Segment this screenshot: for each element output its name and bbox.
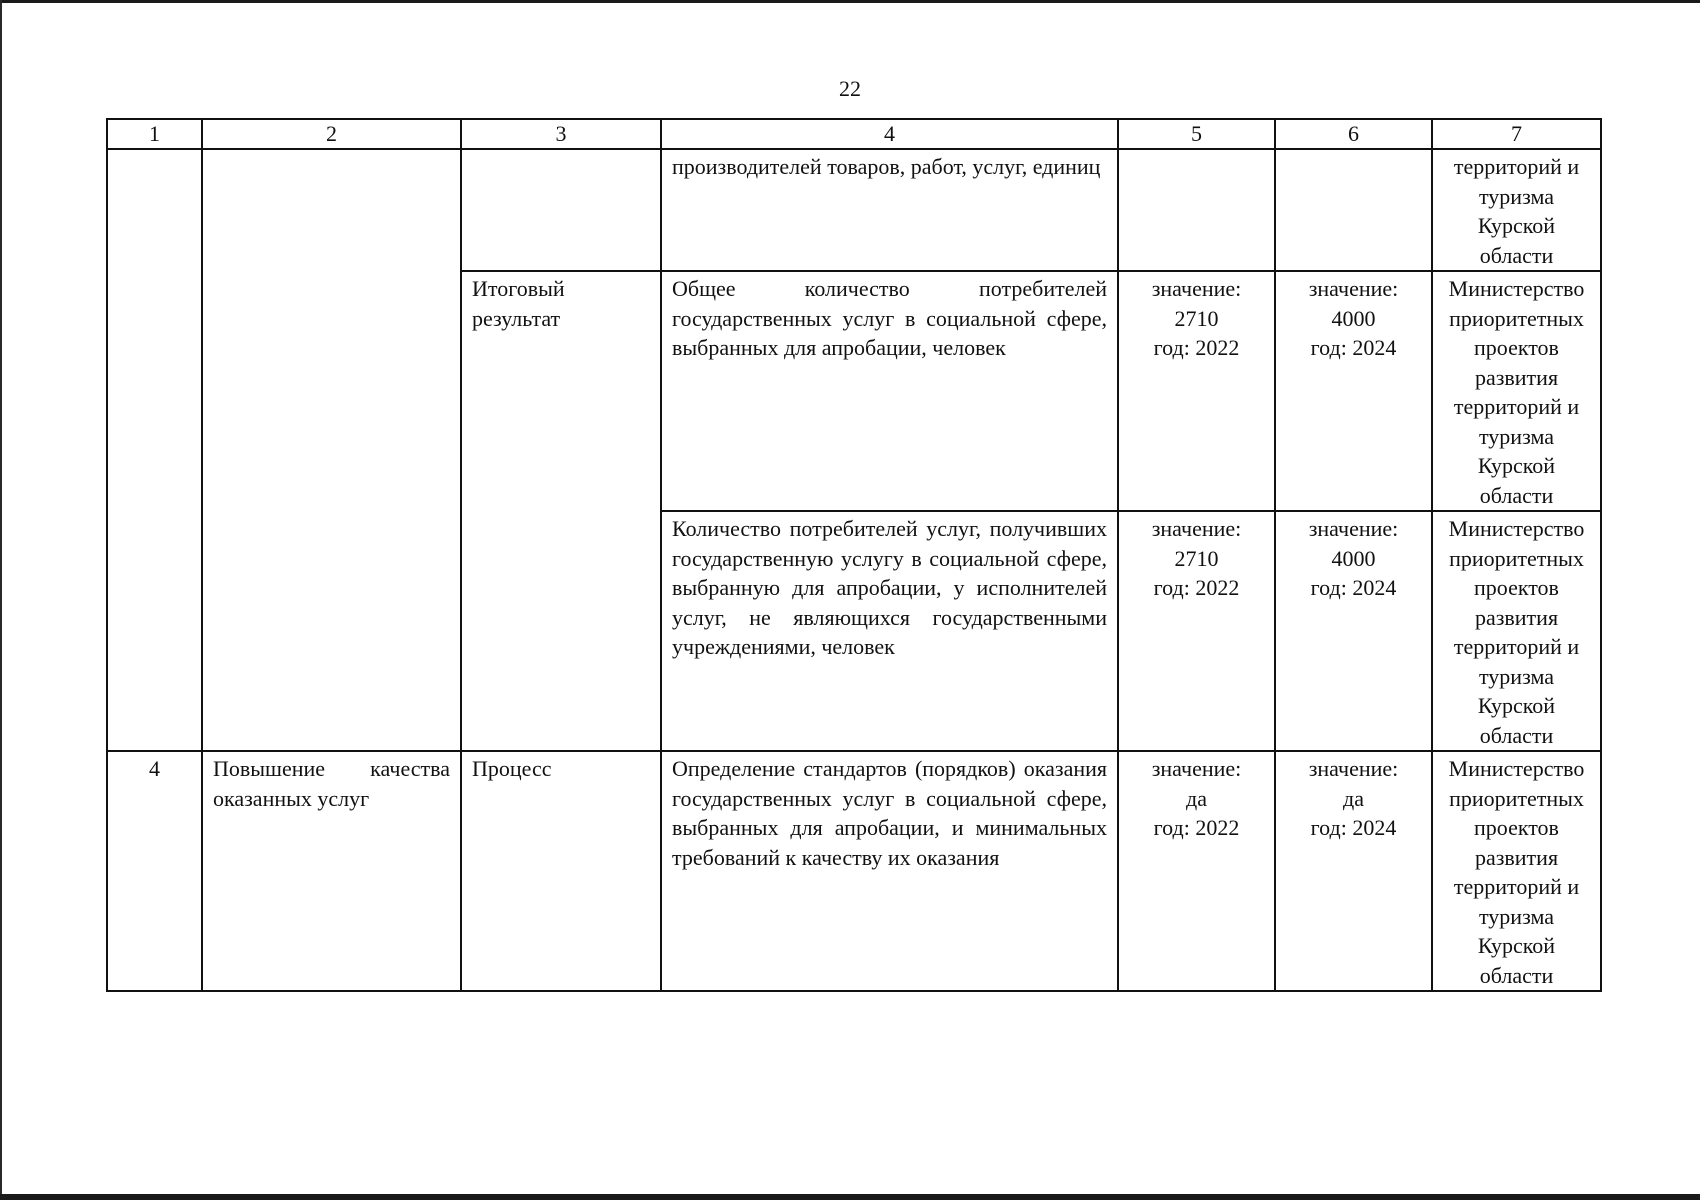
target-value-cell <box>1275 511 1432 751</box>
base-value-number: 2710 <box>1174 305 1219 331</box>
organization-line: развития <box>1474 364 1559 390</box>
organization-line: проектов <box>1474 335 1559 360</box>
table-row <box>107 751 1601 991</box>
type-cell: Итоговый результат <box>461 271 661 751</box>
target-value-label: значение: <box>1308 516 1399 541</box>
base-value-number: 2710 <box>1174 545 1219 571</box>
base-value-cell <box>1118 511 1275 751</box>
organization-line: проектов <box>1474 815 1559 840</box>
page-number: 22 <box>839 76 861 101</box>
target-value-year: год: 2024 <box>1310 575 1397 600</box>
organization-line: области <box>1479 482 1554 508</box>
target-value-number: 4000 <box>1331 545 1376 571</box>
organization-line: Курской <box>1477 693 1556 718</box>
column-header: 5 <box>1118 119 1275 149</box>
target-value-cell <box>1275 751 1432 991</box>
target-value-label: значение: <box>1308 756 1399 781</box>
organization-line: приоритетных <box>1449 785 1584 811</box>
target-value-year: год: 2024 <box>1310 335 1397 360</box>
organization-cell <box>1432 511 1601 751</box>
organization-line: Курской <box>1477 453 1556 478</box>
organization-line: Министерство <box>1448 276 1585 301</box>
organization-line: территорий и <box>1453 634 1580 659</box>
organization-line: территорий и <box>1453 394 1580 419</box>
task-cell <box>202 149 461 751</box>
table-header-row <box>107 119 1601 149</box>
column-header: 4 <box>661 119 1118 149</box>
base-value-label: значение: <box>1151 756 1242 781</box>
organization-line: туризма <box>1478 663 1554 689</box>
organization-line: Министерство <box>1448 756 1585 781</box>
number-cell <box>107 149 202 751</box>
organization-cell <box>1432 751 1601 991</box>
target-value-year: год: 2024 <box>1310 815 1397 840</box>
organization-cell <box>1432 271 1601 511</box>
base-value-cell <box>1118 149 1275 271</box>
indicator-cell: Количество потребителей услуг, получивших государственную услугу в социальной сфере, выбранную для апробации, у исполнителей услуг, не являющихся государственными учреждениями, человек <box>661 511 1118 751</box>
organization-line: территорий и <box>1453 874 1580 899</box>
scan-edge-bottom <box>0 1194 1700 1200</box>
column-header: 6 <box>1275 119 1432 149</box>
indicator-cell: производителей товаров, работ, услуг, единиц <box>661 149 1118 271</box>
organization-line: области <box>1479 722 1554 748</box>
base-value-year: год: 2022 <box>1153 575 1240 600</box>
target-value-number: да <box>1343 785 1364 811</box>
base-value-year: год: 2022 <box>1153 815 1240 840</box>
base-value-label: значение: <box>1151 276 1242 301</box>
indicator-cell: Определение стандартов (порядков) оказания государственных услуг в социальной сфере, выбранных для апробации, и минимальных требований к качеству их оказания <box>661 751 1118 991</box>
target-value-label: значение: <box>1308 276 1399 301</box>
base-value-cell <box>1118 271 1275 511</box>
column-header: 1 <box>107 119 202 149</box>
organization-line: развития <box>1474 844 1559 870</box>
type-cell: Процесс <box>461 751 661 991</box>
organization-line: территорий и <box>1453 154 1580 179</box>
base-value-number: да <box>1186 785 1207 811</box>
organization-line: приоритетных <box>1449 305 1584 331</box>
organization-line: туризма <box>1478 183 1554 209</box>
target-value-cell <box>1275 149 1432 271</box>
target-value-number: 4000 <box>1331 305 1376 331</box>
organization-line: Министерство <box>1448 516 1585 541</box>
target-value-cell <box>1275 271 1432 511</box>
organization-line: Курской <box>1477 933 1556 958</box>
table-row <box>107 149 1601 271</box>
task-cell: Повышение качества оказанных услуг <box>202 751 461 991</box>
column-header: 3 <box>461 119 661 149</box>
type-cell <box>461 149 661 271</box>
organization-line: туризма <box>1478 903 1554 929</box>
organization-line: области <box>1479 242 1554 268</box>
organization-line: Курской <box>1477 213 1556 238</box>
scan-edge-top <box>0 0 1700 3</box>
organization-line: приоритетных <box>1449 545 1584 571</box>
organization-line: туризма <box>1478 423 1554 449</box>
indicators-table <box>106 118 1602 992</box>
organization-line: области <box>1479 962 1554 988</box>
organization-cell <box>1432 149 1601 271</box>
number-cell: 4 <box>107 751 202 991</box>
scan-edge-left <box>0 0 2 1200</box>
base-value-label: значение: <box>1151 516 1242 541</box>
base-value-cell <box>1118 751 1275 991</box>
indicator-cell: Общее количество потребителей государственных услуг в социальной сфере, выбранных для апробации, человек <box>661 271 1118 511</box>
base-value-year: год: 2022 <box>1153 335 1240 360</box>
column-header: 7 <box>1432 119 1601 149</box>
organization-line: развития <box>1474 604 1559 630</box>
column-header: 2 <box>202 119 461 149</box>
organization-line: проектов <box>1474 575 1559 600</box>
